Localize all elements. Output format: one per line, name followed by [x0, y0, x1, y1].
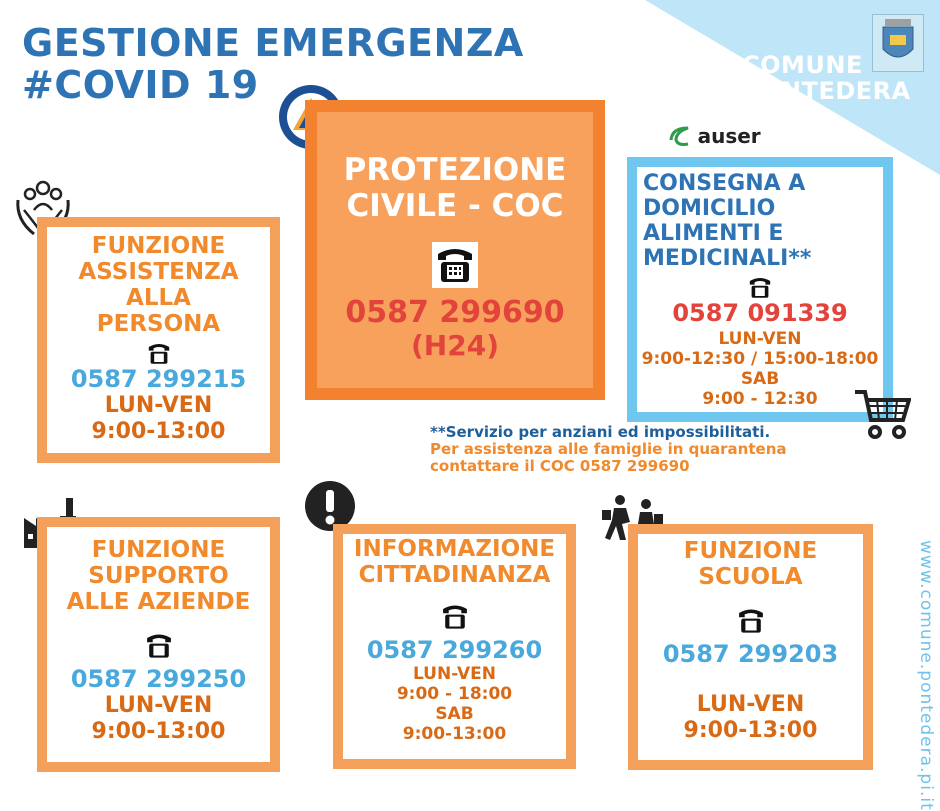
note-line1: **Servizio per anziani ed impossibilitati. [430, 423, 771, 441]
auser-title-line4: MEDICINALI** [643, 246, 812, 271]
shopping-cart-icon [853, 386, 911, 446]
auser-title-line2: DOMICILIO [643, 196, 776, 221]
notes-block [430, 424, 787, 475]
auser-logo [668, 124, 761, 148]
municipal-crest [872, 14, 924, 72]
note-line2: Per assistenza alle famiglie in quarantena [430, 440, 787, 458]
informazione-hours2: 9:00-13:00 [402, 724, 507, 744]
auser-swirl-icon [668, 124, 692, 148]
auser-days2: SAB [740, 369, 780, 389]
aziende-title-line3: ALLE AZIENDE [66, 589, 251, 615]
page-title-line1: GESTIONE EMERGENZA [22, 21, 524, 65]
comune-label-line2: PONTEDERA [742, 77, 911, 105]
telephone-icon [734, 606, 768, 634]
comune-label-line1: COMUNE [742, 51, 863, 79]
auser-hours1: 9:00-12:30 / 15:00-18:00 [641, 349, 879, 369]
aziende-phone: 0587 299250 [70, 665, 247, 693]
scuola-box [628, 524, 873, 770]
informazione-box [333, 524, 576, 769]
assistenza-box [37, 217, 280, 463]
informazione-hours1: 9:00 - 18:00 [396, 684, 513, 704]
informazione-days2: SAB [435, 704, 474, 724]
coc-title-line2: CIVILE - COC [346, 188, 564, 224]
assistenza-title-line2: ASSISTENZA [78, 259, 239, 285]
auser-days1: LUN-VEN [718, 329, 802, 349]
scuola-days: LUN-VEN [696, 692, 805, 717]
telephone-icon [438, 602, 472, 630]
assistenza-days: LUN-VEN [104, 393, 213, 418]
scuola-title-line2: SCUOLA [698, 564, 803, 590]
coc-title-line1: PROTEZIONE [343, 152, 567, 188]
telephone-icon [145, 341, 173, 365]
telephone-icon [746, 275, 774, 299]
aziende-hours: 9:00-13:00 [91, 719, 226, 744]
coc-box [305, 100, 605, 400]
scuola-phone: 0587 299203 [662, 640, 839, 668]
auser-title-line1: CONSEGNA A [643, 171, 806, 196]
assistenza-hours: 9:00-13:00 [91, 419, 226, 444]
informazione-title-line1: INFORMAZIONE [353, 536, 556, 562]
auser-box [627, 157, 893, 422]
page-title-line2: #COVID 19 [22, 63, 259, 107]
telephone-icon [432, 242, 478, 288]
scuola-hours: 9:00-13:00 [683, 718, 818, 743]
telephone-icon [142, 631, 176, 659]
assistenza-phone: 0587 299215 [70, 365, 247, 393]
informazione-phone: 0587 299260 [366, 636, 543, 664]
aziende-days: LUN-VEN [104, 693, 213, 718]
informazione-days1: LUN-VEN [412, 664, 497, 684]
assistenza-title-line1: FUNZIONE [91, 233, 226, 259]
assistenza-title-line3: ALLA [126, 285, 191, 311]
website-link[interactable]: www.comune.pontedera.pi.it [916, 540, 936, 811]
crest-icon [873, 15, 923, 71]
aziende-box [37, 517, 280, 772]
aziende-title-line1: FUNZIONE [91, 537, 226, 563]
aziende-title-line2: SUPPORTO [88, 563, 229, 589]
coc-note: (H24) [411, 329, 499, 362]
auser-hours2: 9:00 - 12:30 [702, 389, 818, 409]
auser-phone: 0587 091339 [672, 299, 848, 327]
note-line3: contattare il COC 0587 299690 [430, 457, 690, 475]
scuola-title-line1: FUNZIONE [683, 538, 818, 564]
informazione-title-line2: CITTADINANZA [358, 562, 551, 588]
coc-phone: 0587 299690 [345, 295, 565, 330]
auser-title-line3: ALIMENTI E [643, 221, 784, 246]
assistenza-title-line4: PERSONA [96, 311, 221, 337]
auser-logo-text: auser [697, 124, 761, 148]
